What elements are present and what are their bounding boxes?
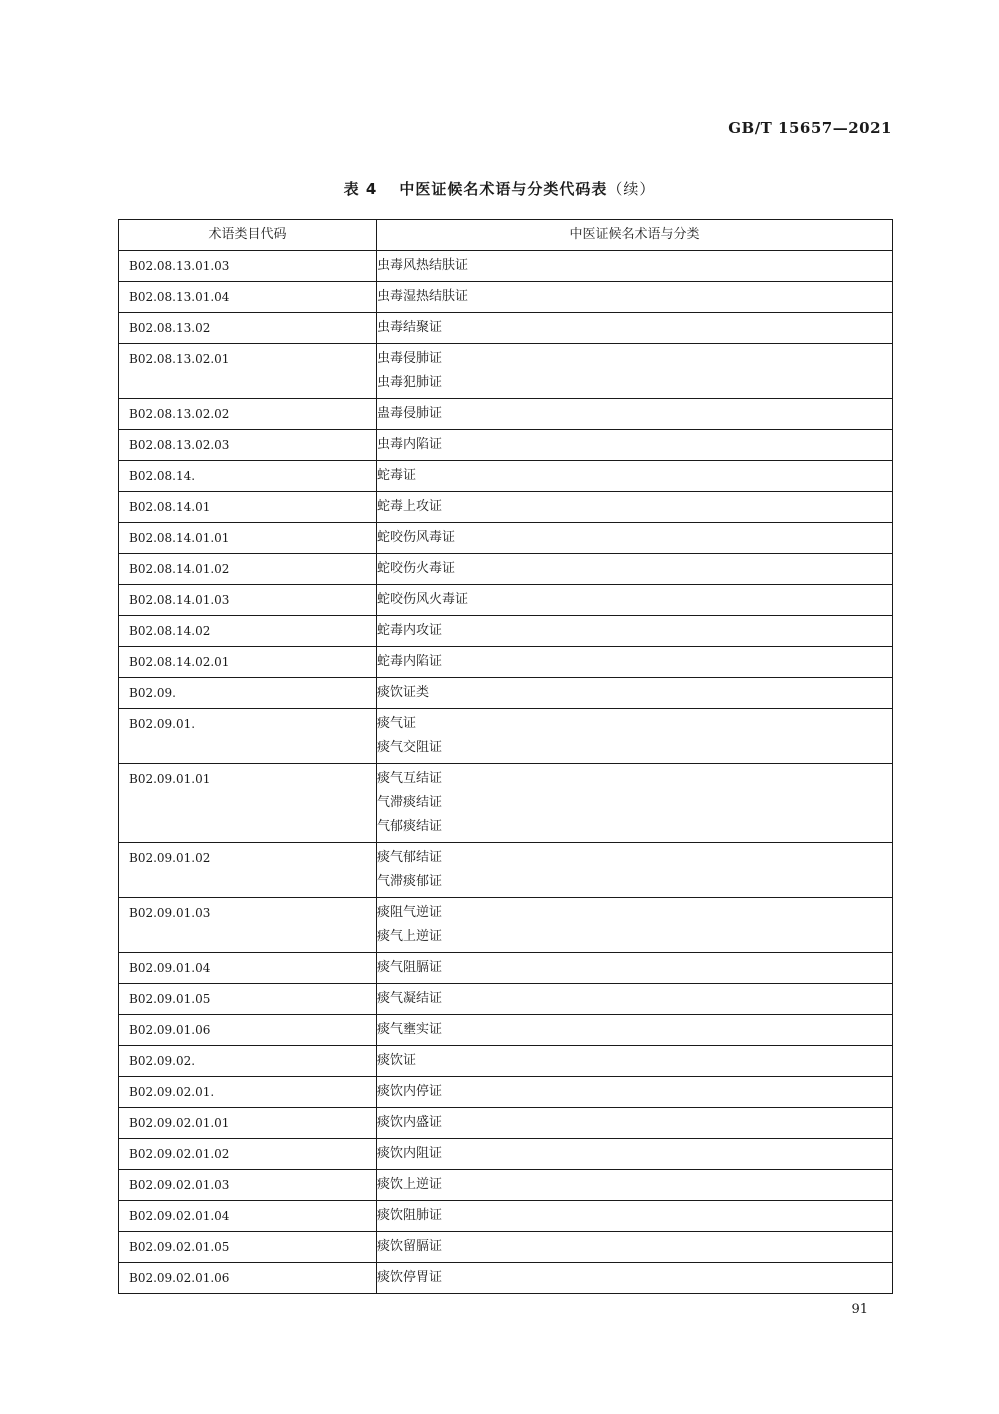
table-row <box>119 1232 893 1263</box>
term-cell <box>377 1108 893 1139</box>
term-label: 痰气郁结证 <box>377 850 443 865</box>
term-label: 痰气上逆证 <box>377 929 443 944</box>
table-row <box>119 764 893 843</box>
term-cell <box>377 523 893 554</box>
table-row <box>119 843 893 898</box>
term-cell <box>377 709 893 764</box>
term-label: 蛇毒内陷证 <box>377 654 443 669</box>
table-row <box>119 1170 893 1201</box>
code-cell: B02.09.01.05 <box>119 984 377 1015</box>
term-label: 痰气互结证 <box>377 771 443 786</box>
table-row <box>119 1139 893 1170</box>
column-header-term: 中医证候名术语与分类 <box>377 220 893 251</box>
term-label: 蛇咬伤风毒证 <box>377 530 456 545</box>
table-row <box>119 585 893 616</box>
term-cell <box>377 678 893 709</box>
term-label: 痰饮内阻证 <box>377 1146 443 1161</box>
code-cell: B02.08.13.02 <box>119 313 377 344</box>
table-row <box>119 282 893 313</box>
table-row <box>119 1201 893 1232</box>
code-cell: B02.09.01.02 <box>119 843 377 898</box>
term-label: 虫毒内陷证 <box>377 437 443 452</box>
term-label: 痰饮证类 <box>377 685 430 700</box>
term-label: 气郁痰结证 <box>377 819 443 834</box>
table-row <box>119 1108 893 1139</box>
code-cell: B02.08.14.01.01 <box>119 523 377 554</box>
code-cell: B02.08.13.02.02 <box>119 399 377 430</box>
term-label: 蛇咬伤风火毒证 <box>377 592 469 607</box>
code-cell: B02.09.01.06 <box>119 1015 377 1046</box>
term-label: 痰饮阻肺证 <box>377 1208 443 1223</box>
term-cell <box>377 313 893 344</box>
code-cell: B02.09.02.01.03 <box>119 1170 377 1201</box>
term-cell <box>377 984 893 1015</box>
page-number: 91 <box>851 1302 868 1317</box>
code-cell: B02.09. <box>119 678 377 709</box>
term-label: 痰气交阻证 <box>377 740 443 755</box>
term-cell <box>377 1077 893 1108</box>
term-cell <box>377 585 893 616</box>
term-cell <box>377 1201 893 1232</box>
term-label: 痰阻气逆证 <box>377 905 443 920</box>
term-label: 蛇咬伤火毒证 <box>377 561 456 576</box>
table-header-row <box>119 220 893 251</box>
term-label: 蛇毒上攻证 <box>377 499 443 514</box>
term-label: 蛊毒侵肺证 <box>377 406 443 421</box>
table-row <box>119 313 893 344</box>
term-cell <box>377 1046 893 1077</box>
term-label: 虫毒结聚证 <box>377 320 443 335</box>
table-row <box>119 953 893 984</box>
code-cell: B02.08.14.01.02 <box>119 554 377 585</box>
term-label: 虫毒风热结肤证 <box>377 258 469 273</box>
code-cell: B02.09.02.01.02 <box>119 1139 377 1170</box>
table-row <box>119 251 893 282</box>
table-row <box>119 344 893 399</box>
table-row <box>119 1263 893 1294</box>
term-cell <box>377 430 893 461</box>
term-cell <box>377 1015 893 1046</box>
term-label: 痰气阻膈证 <box>377 960 443 975</box>
table-row <box>119 399 893 430</box>
term-cell <box>377 1232 893 1263</box>
table-row <box>119 647 893 678</box>
code-cell: B02.08.13.01.03 <box>119 251 377 282</box>
term-label: 痰气证 <box>377 716 417 731</box>
term-label: 痰饮证 <box>377 1053 417 1068</box>
code-cell: B02.08.14.01 <box>119 492 377 523</box>
table-row <box>119 430 893 461</box>
code-cell: B02.08.13.02.01 <box>119 344 377 399</box>
term-label: 痰饮留膈证 <box>377 1239 443 1254</box>
table-row <box>119 678 893 709</box>
table-body <box>119 251 893 1294</box>
term-cell <box>377 1139 893 1170</box>
code-cell: B02.08.14.02 <box>119 616 377 647</box>
term-cell <box>377 1263 893 1294</box>
table-row <box>119 616 893 647</box>
term-cell <box>377 764 893 843</box>
term-cell <box>377 251 893 282</box>
table-name: 中医证候名术语与分类代码表 <box>399 180 608 198</box>
code-cell: B02.08.13.02.03 <box>119 430 377 461</box>
term-label: 蛇毒内攻证 <box>377 623 443 638</box>
term-label: 虫毒犯肺证 <box>377 375 443 390</box>
column-header-code: 术语类目代码 <box>119 220 377 251</box>
table-row <box>119 1015 893 1046</box>
term-cell <box>377 554 893 585</box>
standard-number: GB/T 15657—2021 <box>728 119 892 137</box>
term-cell <box>377 647 893 678</box>
table-row <box>119 1046 893 1077</box>
code-cell: B02.08.14. <box>119 461 377 492</box>
table-title <box>0 178 999 199</box>
code-cell: B02.08.13.01.04 <box>119 282 377 313</box>
term-label: 痰饮上逆证 <box>377 1177 443 1192</box>
table-row <box>119 984 893 1015</box>
code-cell: B02.09.02.01.06 <box>119 1263 377 1294</box>
term-label: 气滞痰结证 <box>377 795 443 810</box>
term-label: 痰饮内盛证 <box>377 1115 443 1130</box>
table-row <box>119 709 893 764</box>
code-cell: B02.09.02.01.01 <box>119 1108 377 1139</box>
code-cell: B02.09.01.04 <box>119 953 377 984</box>
table-row <box>119 492 893 523</box>
code-cell: B02.09.02. <box>119 1046 377 1077</box>
code-cell: B02.09.02.01.04 <box>119 1201 377 1232</box>
code-cell: B02.09.01.03 <box>119 898 377 953</box>
term-label: 虫毒侵肺证 <box>377 351 443 366</box>
table-continued-mark: （续） <box>607 180 656 198</box>
term-cell <box>377 616 893 647</box>
code-cell: B02.09.02.01. <box>119 1077 377 1108</box>
code-cell: B02.09.01. <box>119 709 377 764</box>
code-cell: B02.08.14.02.01 <box>119 647 377 678</box>
term-cell <box>377 399 893 430</box>
table-row <box>119 461 893 492</box>
term-label: 蛇毒证 <box>377 468 417 483</box>
term-cell <box>377 843 893 898</box>
table-row <box>119 554 893 585</box>
terminology-table <box>118 219 893 1294</box>
table-number: 表 4 <box>343 180 378 198</box>
term-label: 痰饮内停证 <box>377 1084 443 1099</box>
term-cell <box>377 953 893 984</box>
term-label: 痰气壅实证 <box>377 1022 443 1037</box>
term-cell <box>377 1170 893 1201</box>
table-row <box>119 898 893 953</box>
term-cell <box>377 282 893 313</box>
code-cell: B02.09.01.01 <box>119 764 377 843</box>
term-cell <box>377 898 893 953</box>
term-cell <box>377 344 893 399</box>
table-row <box>119 523 893 554</box>
term-label: 痰气凝结证 <box>377 991 443 1006</box>
code-cell: B02.08.14.01.03 <box>119 585 377 616</box>
term-label: 虫毒湿热结肤证 <box>377 289 469 304</box>
table-row <box>119 1077 893 1108</box>
code-cell: B02.09.02.01.05 <box>119 1232 377 1263</box>
term-label: 气滞痰郁证 <box>377 874 443 889</box>
term-cell <box>377 461 893 492</box>
term-label: 痰饮停胃证 <box>377 1270 443 1285</box>
term-cell <box>377 492 893 523</box>
